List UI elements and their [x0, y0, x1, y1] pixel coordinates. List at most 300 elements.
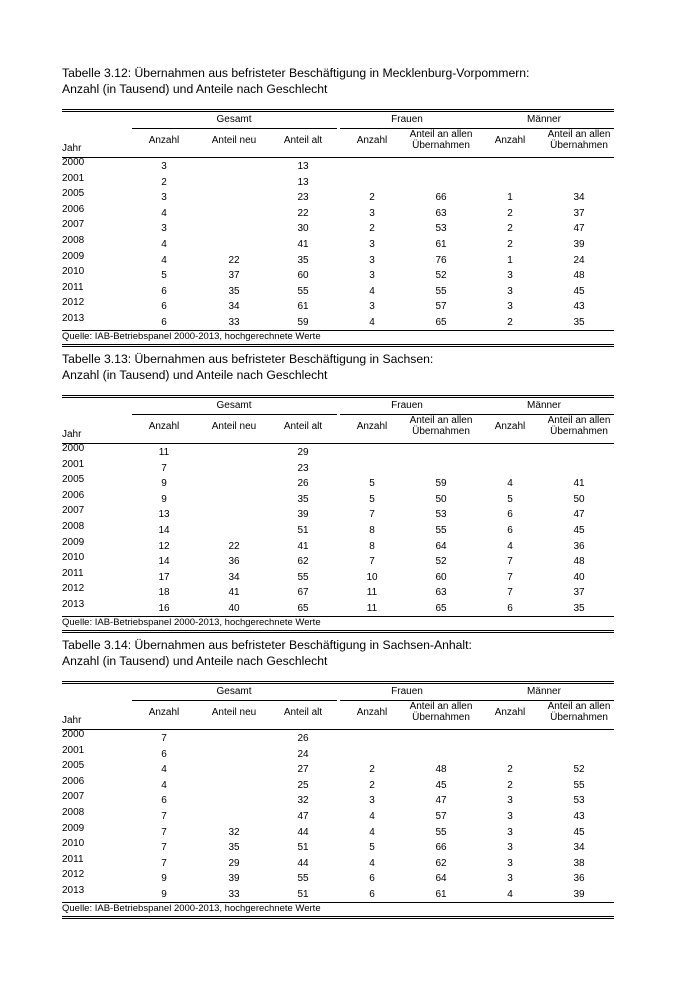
row-year: 2001	[62, 458, 85, 470]
table-cell: 55	[435, 524, 447, 536]
table-cell: 22	[297, 207, 309, 219]
table-cell: 52	[573, 764, 585, 776]
table-cell: 6	[507, 524, 513, 536]
table-cell: 9	[161, 493, 167, 505]
column-header-line: Anteil an allen	[409, 129, 473, 140]
table-cell: 2	[507, 764, 513, 776]
table-cell: 7	[507, 587, 513, 599]
row-year: 2008	[62, 806, 85, 818]
table-cell: 14	[158, 524, 170, 536]
row-year: 2000	[62, 157, 85, 168]
table-row	[62, 584, 614, 600]
column-header-anzahl: Anzahl	[356, 135, 388, 146]
column-header-jahr: Jahr	[62, 715, 82, 726]
column-header-line: Übernahmen	[550, 140, 608, 151]
table-cell: 34	[573, 192, 585, 204]
table-cell: 4	[369, 826, 375, 838]
group-header-row	[62, 398, 614, 414]
table-cell: 55	[297, 285, 309, 297]
table-cell: 4	[161, 764, 167, 776]
column-header-anteil-neu: Anteil neu	[211, 135, 257, 146]
column-header-jahr: Jahr	[62, 143, 82, 154]
table-row	[62, 886, 614, 902]
table-cell: 4	[161, 254, 167, 266]
table-cell: 3	[507, 857, 513, 869]
table-cell: 29	[297, 447, 309, 458]
column-header-line: Übernahmen	[412, 712, 470, 723]
table-title-line: Tabelle 3.12: Übernahmen aus befristeter Beschäftigung in Mecklenburg-Vorpommern:	[62, 66, 530, 80]
table-cell: 35	[297, 254, 309, 266]
table-row	[62, 761, 614, 777]
column-header-line: Anteil an allen	[547, 415, 611, 426]
row-year: 2000	[62, 729, 85, 740]
column-header-anzahl: Anzahl	[148, 135, 180, 146]
table-cell: 5	[369, 478, 375, 490]
table-cell: 3	[161, 161, 167, 172]
table-title	[62, 638, 614, 669]
table-cell: 27	[297, 764, 309, 776]
table-cell: 66	[435, 192, 447, 204]
table-cell: 51	[297, 888, 309, 900]
table-row	[62, 824, 614, 840]
table-cell: 48	[573, 270, 585, 282]
table-cell: 34	[228, 571, 240, 583]
table-cell: 3	[507, 842, 513, 854]
table-row	[62, 569, 614, 585]
table-cell: 40	[228, 602, 240, 614]
row-year: 2009	[62, 822, 85, 834]
table-cell: 57	[435, 301, 447, 313]
column-header-anteil-an-allen	[539, 415, 619, 437]
table-cell: 24	[297, 748, 309, 760]
column-header-anteil-alt: Anteil alt	[283, 421, 323, 432]
table-row	[62, 252, 614, 268]
table-cell: 4	[161, 779, 167, 791]
table-title-line: Tabelle 3.14: Übernahmen aus befristeter Beschäftigung in Sachsen-Anhalt:	[62, 638, 472, 652]
table-cell: 4	[161, 238, 167, 250]
column-header-anzahl: Anzahl	[148, 707, 180, 718]
row-year: 2013	[62, 598, 85, 610]
table-cell: 44	[297, 857, 309, 869]
table-cell: 50	[435, 493, 447, 505]
table-title-line: Tabelle 3.13: Übernahmen aus befristeter Beschäftigung in Sachsen:	[62, 352, 434, 366]
table-row	[62, 220, 614, 236]
table-cell: 65	[435, 316, 447, 328]
column-header-line: Anteil an allen	[547, 129, 611, 140]
table-cell: 47	[573, 223, 585, 235]
table-cell: 4	[369, 857, 375, 869]
table-cell: 7	[161, 810, 167, 822]
table-cell: 7	[369, 509, 375, 521]
table-cell: 4	[507, 888, 513, 900]
table-cell: 23	[297, 192, 309, 204]
table-cell: 3	[507, 795, 513, 807]
table-cell: 60	[435, 571, 447, 583]
table-cell: 3	[369, 270, 375, 282]
column-header-row	[62, 414, 614, 443]
table-cell: 47	[573, 509, 585, 521]
table-cell: 40	[573, 571, 585, 583]
table-row	[62, 792, 614, 808]
table-cell: 6	[161, 316, 167, 328]
row-year: 2001	[62, 172, 85, 184]
group-header-maenner: Männer	[527, 114, 561, 125]
table-row	[62, 538, 614, 554]
column-header-anteil-an-allen	[401, 129, 481, 151]
table-cell: 2	[369, 764, 375, 776]
column-header-line: Übernahmen	[412, 426, 470, 437]
table-cell: 2	[507, 316, 513, 328]
table-cell: 2	[507, 779, 513, 791]
table-title-line: Anzahl (in Tausend) und Anteile nach Geschlecht	[62, 367, 328, 382]
table-cell: 48	[573, 556, 585, 568]
table-cell: 41	[297, 238, 309, 250]
row-year: 2007	[62, 219, 85, 231]
table-cell: 61	[435, 238, 447, 250]
table-cell: 3	[369, 301, 375, 313]
table-cell: 32	[228, 826, 240, 838]
table-row	[62, 808, 614, 824]
table-cell: 52	[435, 270, 447, 282]
row-year: 2009	[62, 250, 85, 262]
table-cell: 30	[297, 223, 309, 235]
table-cell: 6	[161, 748, 167, 760]
table-row	[62, 730, 614, 746]
table-cell: 35	[228, 842, 240, 854]
table-row	[62, 870, 614, 886]
table-cell: 47	[297, 810, 309, 822]
table-cell: 39	[573, 888, 585, 900]
table-row	[62, 506, 614, 522]
table-cell: 2	[369, 192, 375, 204]
table-cell: 37	[573, 587, 585, 599]
table-cell: 36	[228, 556, 240, 568]
table-cell: 26	[297, 478, 309, 490]
column-header-anzahl: Anzahl	[356, 707, 388, 718]
table-cell: 76	[435, 254, 447, 266]
table-cell: 39	[573, 238, 585, 250]
column-header-anteil-neu: Anteil neu	[211, 421, 257, 432]
table-cell: 3	[369, 238, 375, 250]
table-cell: 60	[297, 270, 309, 282]
table-cell: 47	[435, 795, 447, 807]
table-bottom-rule	[62, 916, 614, 919]
table-cell: 33	[228, 888, 240, 900]
table-cell: 43	[573, 301, 585, 313]
table-row	[62, 553, 614, 569]
group-header-maenner: Männer	[527, 686, 561, 697]
group-header-gesamt: Gesamt	[216, 400, 252, 411]
table-cell: 5	[161, 270, 167, 282]
table-cell: 2	[507, 238, 513, 250]
row-year: 2010	[62, 266, 85, 278]
table-title-line: Anzahl (in Tausend) und Anteile nach Geschlecht	[62, 81, 328, 96]
table-cell: 3	[369, 207, 375, 219]
table-cell: 55	[435, 826, 447, 838]
table-cell: 62	[435, 857, 447, 869]
column-header-anteil-neu: Anteil neu	[211, 707, 257, 718]
data-table	[62, 395, 614, 633]
table-cell: 61	[435, 888, 447, 900]
table-cell: 53	[435, 509, 447, 521]
table-cell: 55	[297, 571, 309, 583]
table-cell: 18	[158, 587, 170, 599]
table-cell: 7	[161, 842, 167, 854]
table-cell: 17	[158, 571, 170, 583]
table-cell: 23	[297, 462, 309, 474]
row-year: 2006	[62, 775, 85, 787]
table-cell: 3	[507, 873, 513, 885]
table-cell: 34	[573, 842, 585, 854]
table-cell: 37	[573, 207, 585, 219]
table-cell: 41	[228, 587, 240, 599]
row-year: 2006	[62, 489, 85, 501]
table-cell: 59	[435, 478, 447, 490]
table-cell: 57	[435, 810, 447, 822]
table-cell: 6	[161, 795, 167, 807]
table-cell: 7	[507, 571, 513, 583]
table-block	[62, 352, 614, 633]
table-cell: 4	[507, 478, 513, 490]
table-cell: 48	[435, 764, 447, 776]
column-header-anteil-alt: Anteil alt	[283, 135, 323, 146]
table-row	[62, 475, 614, 491]
table-cell: 6	[369, 888, 375, 900]
column-header-anzahl: Anzahl	[148, 421, 180, 432]
table-row	[62, 855, 614, 871]
table-cell: 36	[573, 873, 585, 885]
table-cell: 1	[507, 254, 513, 266]
table-cell: 59	[297, 316, 309, 328]
table-cell: 41	[297, 540, 309, 552]
table-cell: 3	[507, 285, 513, 297]
table-cell: 63	[435, 207, 447, 219]
group-header-row	[62, 112, 614, 128]
table-cell: 3	[507, 810, 513, 822]
table-cell: 45	[573, 826, 585, 838]
table-block	[62, 66, 614, 347]
table-cell: 5	[369, 842, 375, 854]
table-cell: 16	[158, 602, 170, 614]
table-cell: 53	[573, 795, 585, 807]
column-header-line: Übernahmen	[412, 140, 470, 151]
table-cell: 6	[369, 873, 375, 885]
row-year: 2006	[62, 203, 85, 215]
table-cell: 22	[228, 254, 240, 266]
row-year: 2012	[62, 297, 85, 309]
table-row	[62, 189, 614, 205]
table-cell: 64	[435, 540, 447, 552]
table-cell: 38	[573, 857, 585, 869]
table-row	[62, 746, 614, 762]
column-header-anzahl: Anzahl	[356, 421, 388, 432]
column-header-line: Anteil an allen	[547, 701, 611, 712]
table-cell: 61	[297, 301, 309, 313]
table-cell: 1	[507, 192, 513, 204]
row-year: 2009	[62, 536, 85, 548]
table-cell: 6	[507, 602, 513, 614]
table-cell: 35	[297, 493, 309, 505]
column-header-anteil-an-allen	[401, 415, 481, 437]
table-cell: 35	[228, 285, 240, 297]
table-cell: 7	[161, 462, 167, 474]
table-cell: 52	[435, 556, 447, 568]
table-cell: 9	[161, 873, 167, 885]
table-cell: 64	[435, 873, 447, 885]
table-cell: 11	[366, 587, 378, 599]
row-year: 2007	[62, 505, 85, 517]
table-cell: 45	[435, 779, 447, 791]
column-header-line: Anteil an allen	[409, 415, 473, 426]
table-cell: 6	[161, 301, 167, 313]
table-cell: 53	[435, 223, 447, 235]
table-cell: 13	[297, 161, 309, 172]
table-cell: 67	[297, 587, 309, 599]
data-table	[62, 109, 614, 347]
row-year: 2000	[62, 443, 85, 454]
table-cell: 22	[228, 540, 240, 552]
table-row	[62, 205, 614, 221]
table-cell: 3	[161, 192, 167, 204]
table-cell: 45	[573, 524, 585, 536]
table-cell: 11	[366, 602, 378, 614]
table-row	[62, 777, 614, 793]
table-cell: 4	[369, 810, 375, 822]
table-cell: 3	[507, 270, 513, 282]
table-cell: 3	[507, 826, 513, 838]
table-row	[62, 600, 614, 616]
table-cell: 63	[435, 587, 447, 599]
table-cell: 32	[297, 795, 309, 807]
table-cell: 41	[573, 478, 585, 490]
column-header-jahr: Jahr	[62, 429, 82, 440]
row-year: 2011	[62, 281, 84, 293]
table-cell: 7	[507, 556, 513, 568]
table-cell: 43	[573, 810, 585, 822]
table-cell: 4	[507, 540, 513, 552]
table-cell: 8	[369, 540, 375, 552]
table-cell: 50	[573, 493, 585, 505]
table-cell: 36	[573, 540, 585, 552]
table-row	[62, 158, 614, 174]
table-row	[62, 283, 614, 299]
table-cell: 39	[228, 873, 240, 885]
table-cell: 7	[369, 556, 375, 568]
table-cell: 44	[297, 826, 309, 838]
group-header-frauen: Frauen	[391, 114, 423, 125]
row-year: 2008	[62, 234, 85, 246]
row-year: 2011	[62, 853, 84, 865]
table-bottom-rule	[62, 630, 614, 633]
table-cell: 25	[297, 779, 309, 791]
column-header-line: Anteil an allen	[409, 701, 473, 712]
table-cell: 6	[161, 285, 167, 297]
row-year: 2001	[62, 744, 85, 756]
table-title	[62, 352, 614, 383]
column-header-line: Übernahmen	[550, 712, 608, 723]
table-cell: 2	[507, 207, 513, 219]
table-row	[62, 491, 614, 507]
table-cell: 13	[297, 176, 309, 188]
table-source-note: Quelle: IAB-Betriebspanel 2000-2013, hochgerechnete Werte	[62, 616, 321, 628]
table-cell: 51	[297, 842, 309, 854]
table-cell: 4	[161, 207, 167, 219]
table-cell: 10	[366, 571, 378, 583]
table-cell: 26	[297, 733, 309, 744]
group-header-gesamt: Gesamt	[216, 686, 252, 697]
table-cell: 51	[297, 524, 309, 536]
table-cell: 3	[507, 301, 513, 313]
column-header-line: Übernahmen	[550, 426, 608, 437]
table-row	[62, 839, 614, 855]
table-cell: 5	[369, 493, 375, 505]
table-cell: 65	[435, 602, 447, 614]
table-cell: 45	[573, 285, 585, 297]
column-header-row	[62, 700, 614, 729]
table-cell: 62	[297, 556, 309, 568]
table-cell: 35	[573, 316, 585, 328]
table-cell: 66	[435, 842, 447, 854]
table-cell: 4	[369, 285, 375, 297]
table-cell: 6	[507, 509, 513, 521]
table-cell: 5	[507, 493, 513, 505]
column-header-anteil-alt: Anteil alt	[283, 707, 323, 718]
row-year: 2013	[62, 884, 85, 896]
table-row	[62, 444, 614, 460]
table-cell: 39	[297, 509, 309, 521]
table-row	[62, 298, 614, 314]
group-header-row	[62, 684, 614, 700]
table-cell: 55	[297, 873, 309, 885]
table-cell: 35	[573, 602, 585, 614]
table-source-note: Quelle: IAB-Betriebspanel 2000-2013, hochgerechnete Werte	[62, 330, 321, 342]
table-cell: 55	[573, 779, 585, 791]
table-cell: 2	[369, 223, 375, 235]
table-cell: 8	[369, 524, 375, 536]
group-header-gesamt: Gesamt	[216, 114, 252, 125]
row-year: 2007	[62, 791, 85, 803]
table-cell: 2	[507, 223, 513, 235]
table-row	[62, 314, 614, 330]
row-year: 2005	[62, 188, 85, 200]
table-cell: 11	[158, 447, 170, 458]
table-bottom-rule	[62, 344, 614, 347]
table-cell: 65	[297, 602, 309, 614]
table-block	[62, 638, 614, 919]
data-table	[62, 681, 614, 919]
table-cell: 4	[369, 316, 375, 328]
table-cell: 7	[161, 857, 167, 869]
table-cell: 34	[228, 301, 240, 313]
table-row	[62, 267, 614, 283]
table-cell: 7	[161, 733, 167, 744]
table-cell: 9	[161, 888, 167, 900]
row-year: 2012	[62, 869, 85, 881]
column-header-anteil-an-allen	[401, 701, 481, 723]
row-year: 2008	[62, 520, 85, 532]
table-cell: 13	[158, 509, 170, 521]
table-title	[62, 66, 614, 97]
group-header-frauen: Frauen	[391, 400, 423, 411]
table-row	[62, 460, 614, 476]
group-header-maenner: Männer	[527, 400, 561, 411]
row-year: 2010	[62, 838, 85, 850]
row-year: 2012	[62, 583, 85, 595]
table-cell: 24	[573, 254, 585, 266]
row-year: 2011	[62, 567, 84, 579]
table-cell: 33	[228, 316, 240, 328]
column-header-row	[62, 128, 614, 157]
